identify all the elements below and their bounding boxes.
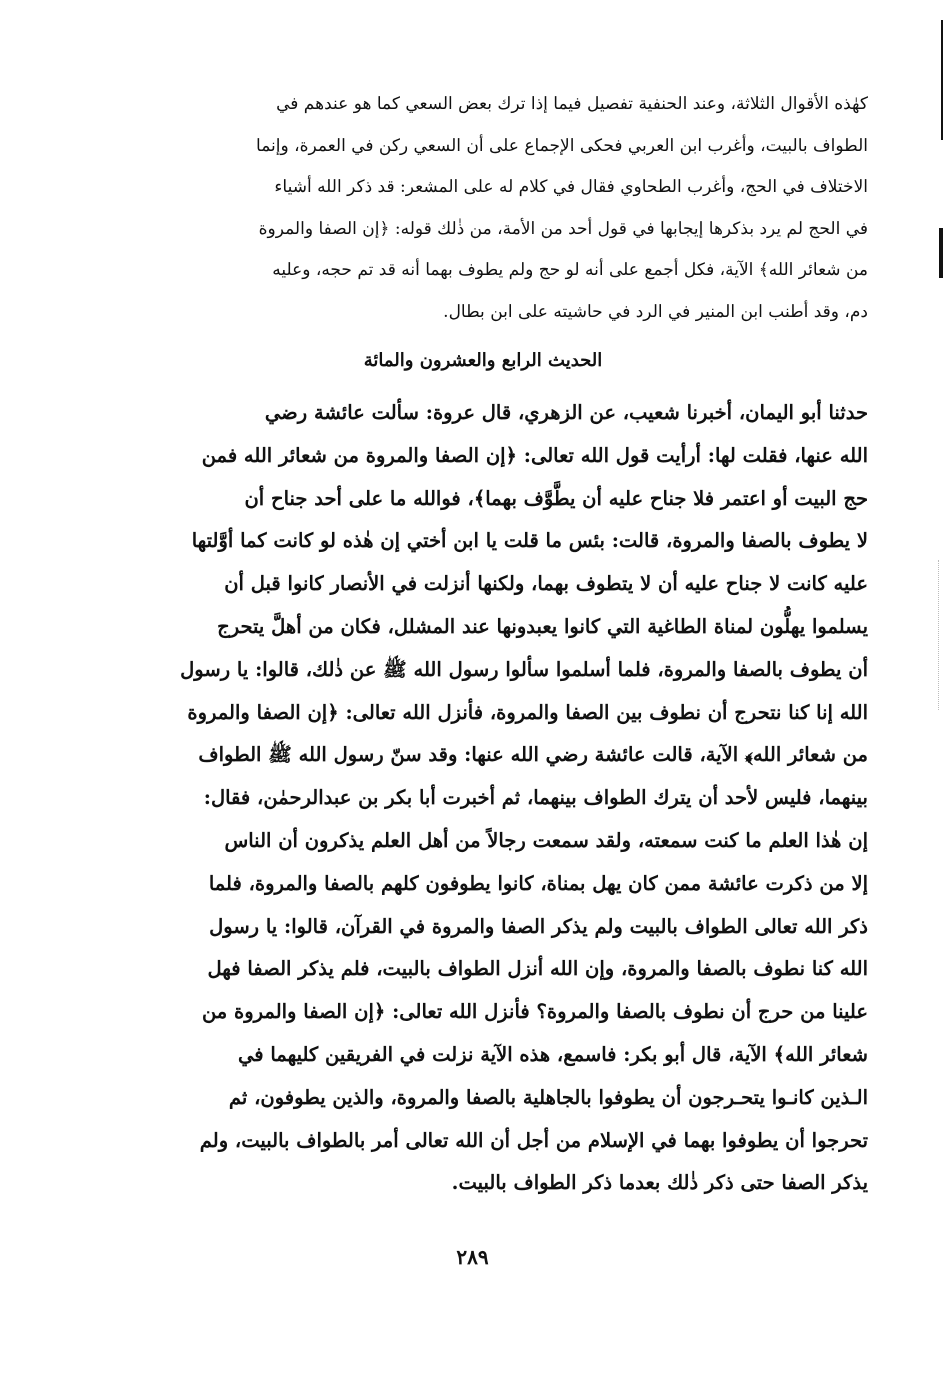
text-line: الله إنا كنا نتحرج أن نطوف بين الصفا والمروة، فأنزل الله تعالى: ﴿إن الصفا والمروة <box>187 700 868 724</box>
text-line: الاختلاف في الحج، وأغرب الطحاوي فقال في كلام له على المشعر: قد ذكر الله أشياء <box>274 177 868 197</box>
text-line: من شعائر الله﴾ الآية، قالت عائشة رضي الله عنها: وقد سنّ رسول الله ﷺ الطواف <box>198 743 868 767</box>
text-line: من شعائر الله﴾ الآية، فكل أجمع على أنه لو حج ولم يطوف بهما أنه قد تم حجه، وعليه <box>272 260 868 280</box>
text-line: في الحج لم يرد بذكرها إيجابها في قول أحد من الأمة، من ذٰلك قوله: ﴿إن الصفا والمروة <box>258 218 868 239</box>
text-line: الطواف بالبيت، وأغرب ابن العربي فحكى الإجماع على أن السعي ركن في العمرة، وإنما <box>256 135 868 156</box>
text-line: بينهما، فليس لأحد أن يترك الطواف بينهما، ثم أخبرت أبا بكر بن عبدالرحمٰن، فقال: <box>203 786 868 810</box>
hadith-heading: الحديث الرابع والعشرون والمائة <box>363 350 603 371</box>
scan-edge-mark <box>941 20 943 140</box>
commentary-paragraph <box>98 84 868 333</box>
text-line: عليه كانت لا جناح عليه أن لا يتطوف بهما، ولكنها أنزلت في الأنصار كانوا قبل أن <box>224 572 868 596</box>
text-line: يذكر الصفا حتى ذكر ذٰلك بعدما ذكر الطواف بالبيت. <box>451 1171 868 1195</box>
text-line: الـذين كانـوا يتحـرجون أن يطوفوا بالجاهلية بالصفا والمروة، والذين يطوفون، ثم <box>228 1085 868 1109</box>
text-line: الله عنها، فقلت لها: أرأيت قول الله تعالى: ﴿إن الصفا والمروة من شعائر الله فمن <box>201 443 868 467</box>
text-line: إلا من ذكرت عائشة ممن كان يهل بمناة، كانوا يطوفون كلهم بالصفا والمروة، فلما <box>208 871 868 895</box>
text-line: إن هٰذا العلم ما كنت سمعته، ولقد سمعت رجالاً من أهل العلم يذكرون أن الناس <box>224 828 868 852</box>
scan-edge-dots <box>936 560 939 710</box>
text-line: لا يطوف بالصفا والمروة، قالت: بئس ما قلت يا ابن أختي إن هٰذه لو كانت كما أوَّلتها <box>191 529 868 553</box>
text-line: حج البيت أو اعتمر فلا جناح عليه أن يطَّوَّف بهما﴾، فوالله ما على أحد جناح أن <box>244 486 868 510</box>
text-line: تحرجوا أن يطوفوا بهما في الإسلام من أجل أن الله تعالى أمر بالطواف بالبيت، ولم <box>199 1128 868 1152</box>
text-line: علينا من حرج أن نطوف بالصفا والمروة؟ فأنزل الله تعالى: ﴿إن الصفا والمروة من <box>201 1000 868 1024</box>
text-line: يسلموا يهلُّون لمناة الطاغية التي كانوا يعبدونها عند المشلل، فكان من أهلَّ يتحرج <box>217 614 868 638</box>
text-line: أن يطوف بالصفا والمروة، فلما أسلموا سألوا رسول الله ﷺ عن ذٰلك، قالوا: يا رسول <box>180 657 868 681</box>
text-line: شعائر الله﴾ الآية، قال أبو بكر: فاسمع، هذه الآية نزلت في الفريقين كليهما في <box>238 1042 868 1066</box>
text-line: دم، وقد أطنب ابن المنير في الرد في حاشيته على ابن بطال. <box>443 301 868 322</box>
text-line: كهٰذه الأقوال الثلاثة، وعند الحنفية تفصيل فيما إذا ترك بعض السعي كما هو عندهم في <box>276 94 868 114</box>
text-line: حدثنا أبو اليمان، أخبرنا شعيب، عن الزهري، قال عروة: سألت عائشة رضي <box>264 401 868 424</box>
text-line: ذكر الله تعالى الطواف بالبيت ولم يذكر الصفا والمروة في القرآن، قالوا: يا رسول <box>209 914 868 938</box>
hadith-paragraph <box>98 392 868 1205</box>
scan-edge-mark <box>939 228 943 278</box>
page-number: ٢٨٩ <box>456 1245 489 1269</box>
text-line: الله كنا نطوف بالصفا والمروة، وإن الله أنزل الطواف بالبيت، فلم يذكر الصفا فهل <box>207 957 868 981</box>
